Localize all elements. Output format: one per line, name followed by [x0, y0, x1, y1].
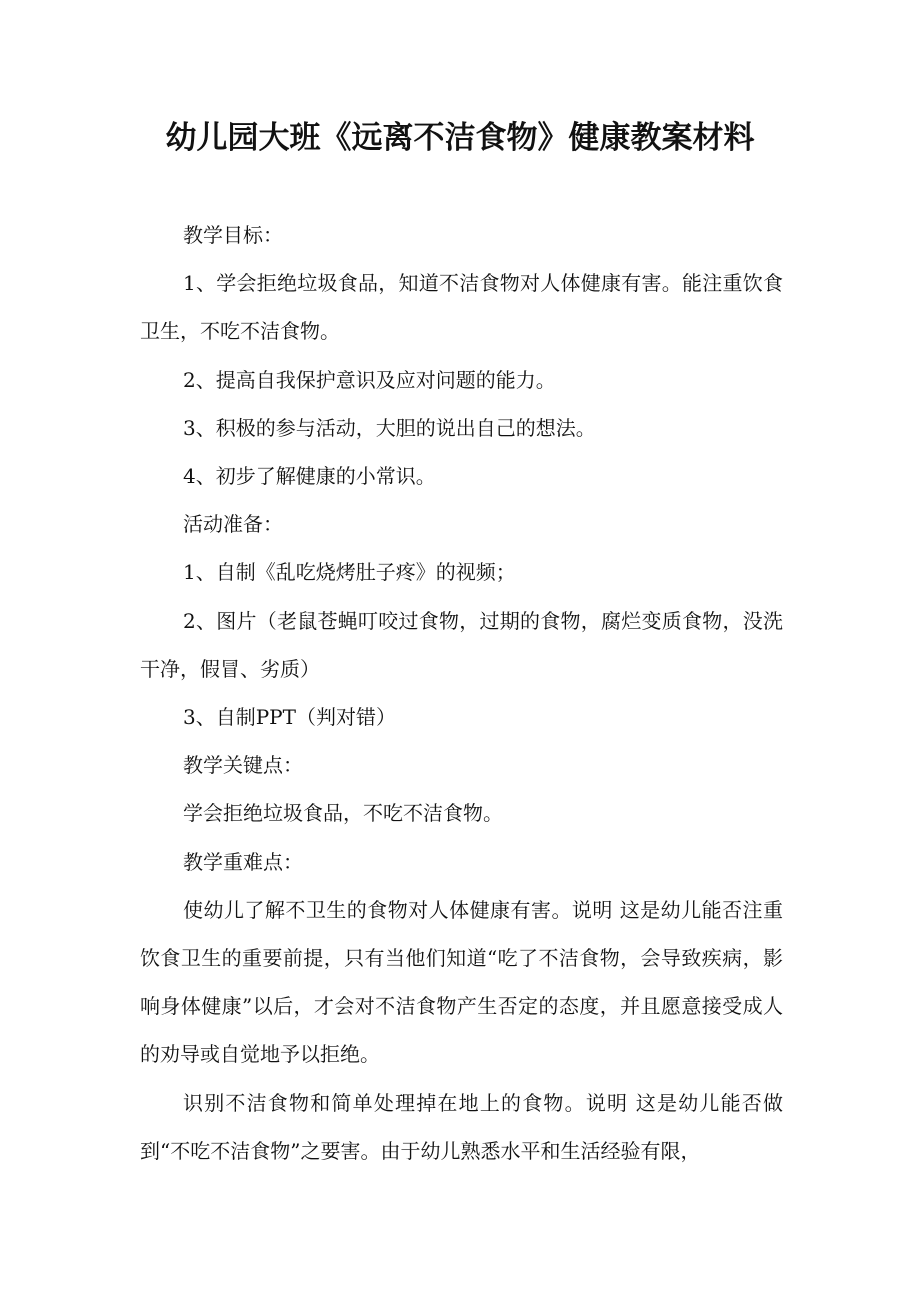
- preparation-item-3: 3、自制PPT（判对错）: [183, 705, 396, 730]
- difficult-point-2: 识别不洁食物和简单处理掉在地上的食物。说明 这是幼儿能否做到“不吃不洁食物”之要害。由于幼儿熟悉水平和生活经验有限，: [140, 1090, 783, 1163]
- goal-item-1: 1、学会拒绝垃圾食品，知道不洁食物对人体健康有害。能注重饮食卫生，不吃不洁食物。: [140, 271, 783, 344]
- heading-activity-preparation: 活动准备：: [183, 512, 283, 537]
- heading-teaching-goals: 教学目标：: [183, 223, 283, 247]
- document-body: [140, 211, 783, 1175]
- key-point-text: 学会拒绝垃圾食品，不吃不洁食物。: [183, 801, 503, 826]
- heading-key-points: 教学关键点：: [183, 753, 303, 778]
- preparation-item-2: 2、图片（老鼠苍蝇叮咬过食物，过期的食物，腐烂变质食物，没洗干净，假冒、劣质）: [140, 608, 783, 681]
- difficult-point-1: 使幼儿了解不卫生的食物对人体健康有害。说明 这是幼儿能否注重饮食卫生的重要前提，只有当他们知道“吃了不洁食物，会导致疾病，影响身体健康”以后，才会对不洁食物产生否定的态度，并且愿意接受成人的劝导或自觉地予以拒绝。: [140, 897, 783, 1067]
- heading-difficult-points: 教学重难点：: [183, 849, 303, 874]
- goal-item-3: 3、积极的参与活动，大胆的说出自己的想法。: [183, 415, 596, 440]
- goal-item-4: 4、初步了解健康的小常识。: [183, 464, 436, 489]
- preparation-item-1: 1、自制《乱吃烧烤肚子疼》的视频；: [183, 560, 516, 585]
- document-title: 幼儿园大班《远离不洁食物》健康教案材料: [165, 120, 755, 156]
- goal-item-2: 2、提高自我保护意识及应对问题的能力。: [183, 367, 556, 392]
